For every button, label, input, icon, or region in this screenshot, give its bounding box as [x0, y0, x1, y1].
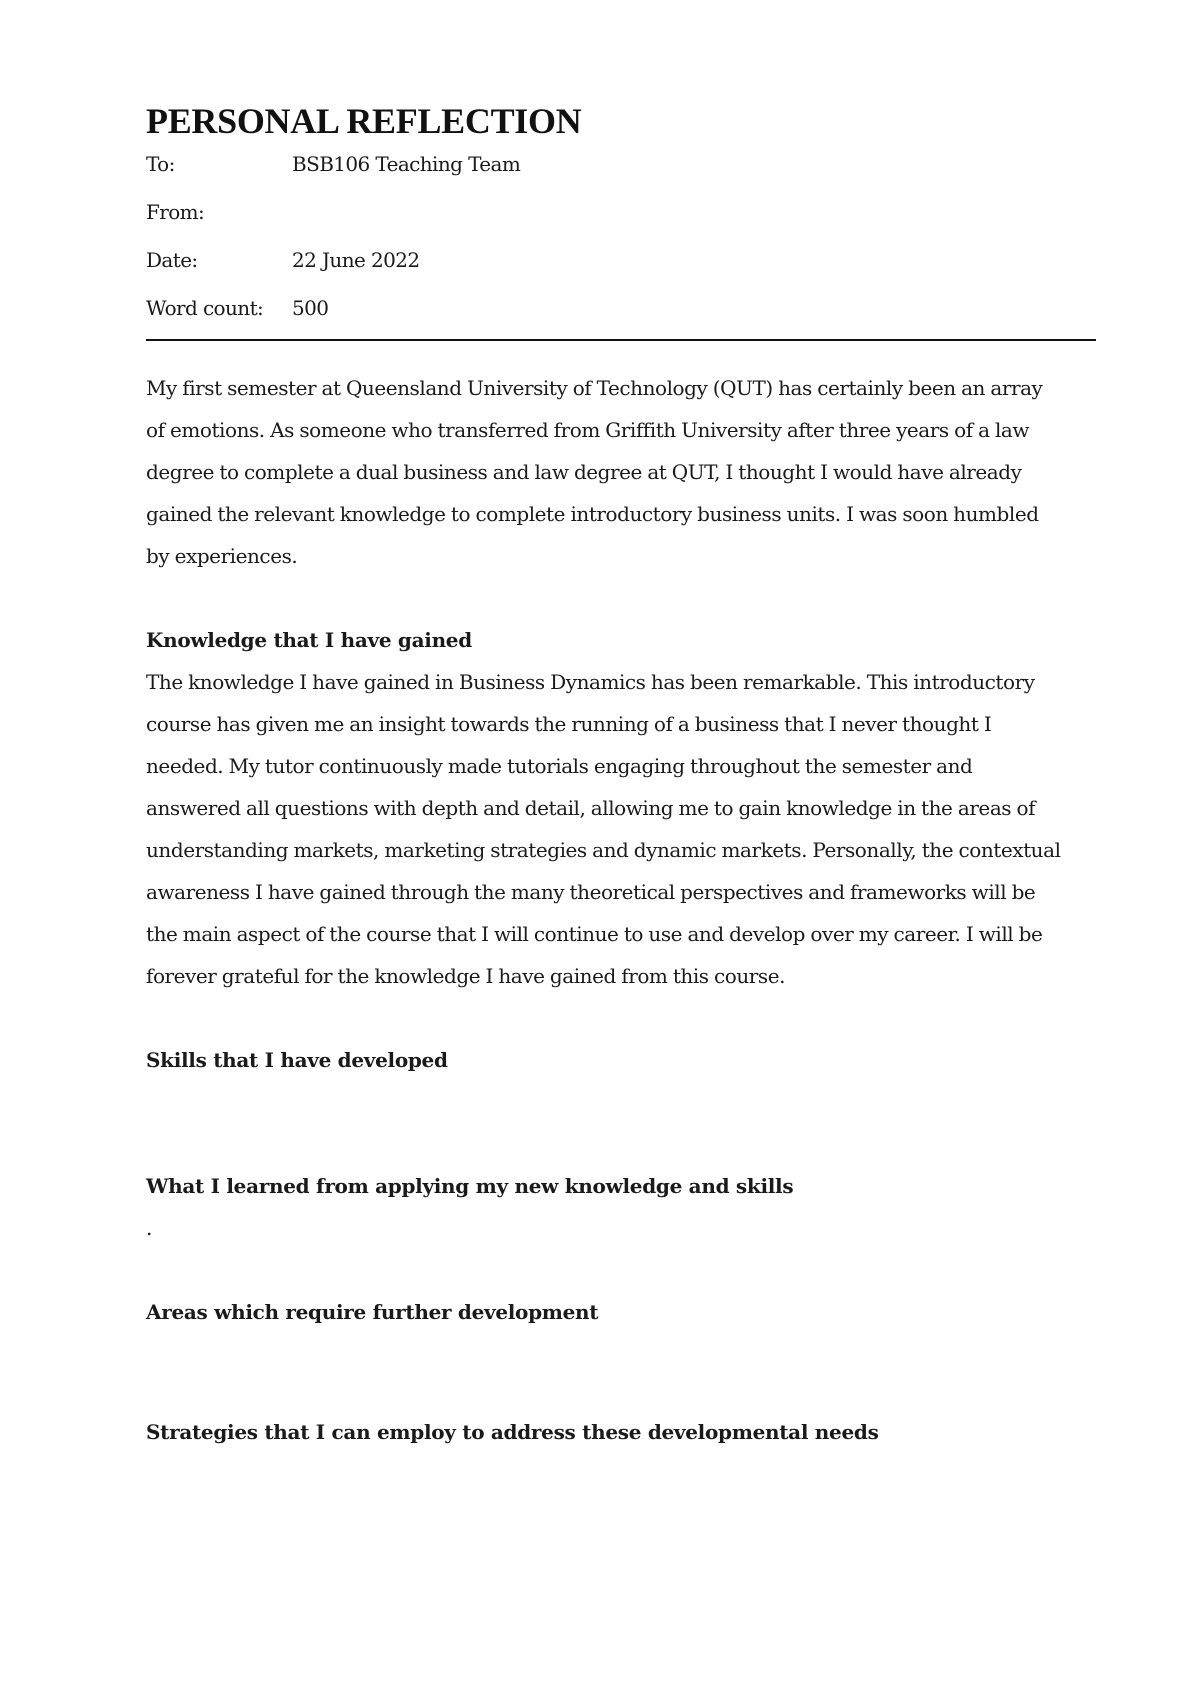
paragraph-line: understanding markets, marketing strategies and dynamic markets. Personally, the contextual: [146, 838, 1061, 863]
document-page: [146, 100, 1096, 1453]
paragraph-line: My first semester at Queensland University of Technology (QUT) has certainly been an array: [146, 376, 1043, 401]
spacer: [146, 1333, 1096, 1411]
memo-row-to: [146, 151, 1096, 199]
memo-label: From:: [146, 200, 205, 225]
section-strategies: [146, 1411, 1096, 1453]
paragraph-line: gained the relevant knowledge to complete introductory business units. I was soon humbled: [146, 502, 1039, 527]
memo-value: BSB106 Teaching Team: [292, 152, 521, 177]
paragraph-line: awareness I have gained through the many theoretical perspectives and frameworks will be: [146, 880, 1036, 905]
memo-header: [146, 151, 1096, 343]
paragraph-line: The knowledge I have gained in Business Dynamics has been remarkable. This introductory: [146, 670, 1035, 695]
document-title: PERSONAL REFLECTION: [146, 101, 582, 141]
spacer: [146, 1081, 1096, 1165]
section-further-development: [146, 1291, 1096, 1333]
memo-label: Date:: [146, 248, 198, 273]
spacer: [146, 1249, 1096, 1291]
paragraph-line: forever grateful for the knowledge I have gained from this course.: [146, 964, 786, 989]
memo-row-word-count: [146, 295, 1096, 343]
section-knowledge: [146, 619, 1096, 997]
memo-row-from: [146, 199, 1096, 247]
memo-row-date: [146, 247, 1096, 295]
paragraph-line: answered all questions with depth and detail, allowing me to gain knowledge in the areas of: [146, 796, 1036, 821]
intro-paragraph: [146, 367, 1096, 577]
memo-label: To:: [146, 152, 175, 177]
paragraph-line: degree to complete a dual business and law degree at QUT, I thought I would have already: [146, 460, 1022, 485]
section-heading: Areas which require further development: [146, 1300, 599, 1325]
stray-period: .: [146, 1216, 153, 1241]
paragraph-line: of emotions. As someone who transferred from Griffith University after three years of a law: [146, 418, 1030, 443]
memo-label: Word count:: [146, 296, 264, 321]
paragraph-line: needed. My tutor continuously made tutorials engaging throughout the semester and: [146, 754, 973, 779]
paragraph-line: the main aspect of the course that I will continue to use and develop over my career. I will be: [146, 922, 1043, 947]
memo-value: [292, 199, 1096, 247]
paragraph-line: course has given me an insight towards the running of a business that I never thought I: [146, 712, 992, 737]
section-applying: [146, 1165, 1096, 1249]
section-heading: What I learned from applying my new knowledge and skills: [146, 1174, 794, 1199]
spacer: [146, 577, 1096, 619]
section-heading: Skills that I have developed: [146, 1048, 448, 1073]
paragraph-line: by experiences.: [146, 544, 298, 569]
section-heading: Knowledge that I have gained: [146, 628, 472, 653]
memo-value: 22 June 2022: [292, 248, 420, 273]
section-skills: [146, 1039, 1096, 1081]
section-heading: Strategies that I can employ to address these developmental needs: [146, 1420, 879, 1445]
spacer: [146, 997, 1096, 1039]
memo-value: 500: [292, 296, 329, 321]
